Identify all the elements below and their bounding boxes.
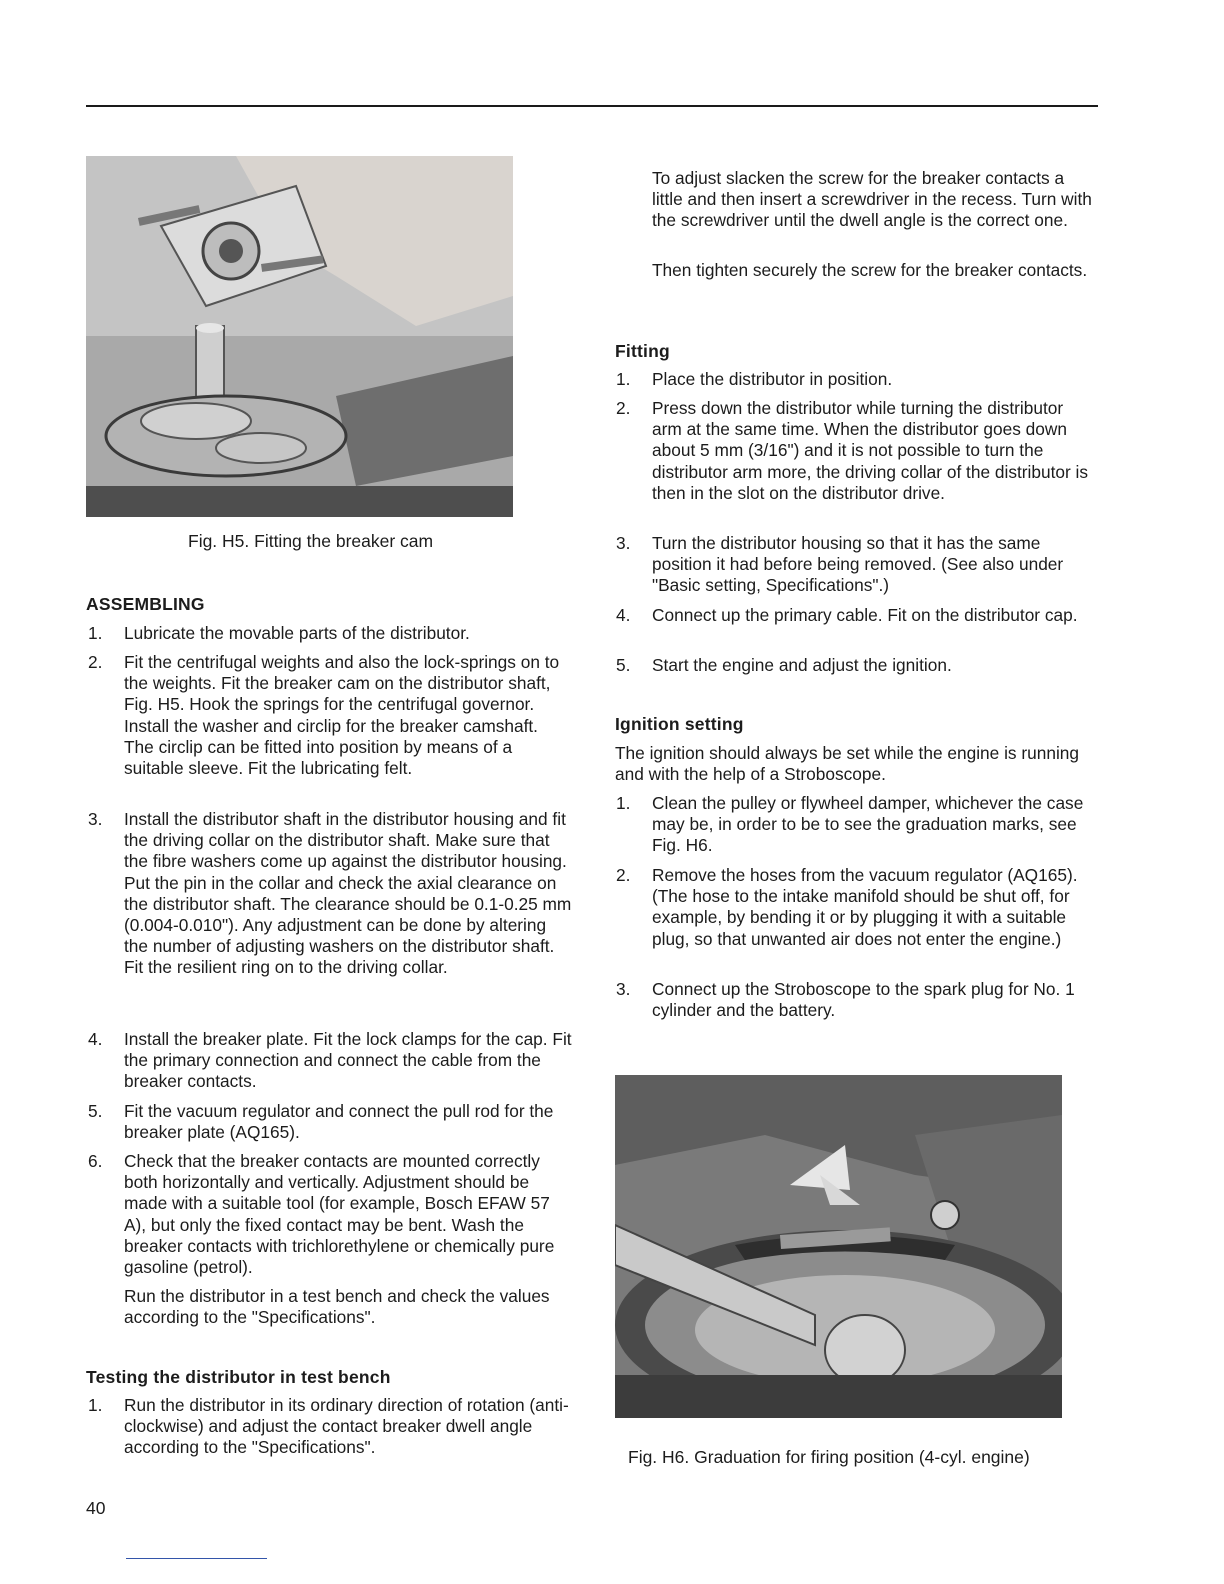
- item-number: 5.: [616, 655, 631, 675]
- item-text: Start the engine and adjust the ignition.: [652, 655, 952, 675]
- item-number: 5.: [88, 1101, 103, 1121]
- tighten-paragraph: Then tighten securely the screw for the breaker contacts.: [652, 260, 1088, 280]
- item-text: Run the distributor in its ordinary direction of rotation (anti-clockwise) and adjust the contact breaker dwell angle according to the "Specifications".: [124, 1395, 569, 1458]
- item-text: Press down the distributor while turning the distributor arm at the same time. When the distributor goes down about 5 mm (3/16") and it is not possible to turn the distributor arm more, the driving collar of the distributor is then in the slot on the distributor drive.: [652, 398, 1089, 503]
- item-text: Lubricate the movable parts of the distributor.: [124, 623, 470, 643]
- item-number: 4.: [88, 1029, 103, 1049]
- ignition-heading: Ignition setting: [615, 714, 744, 734]
- item-number: 1.: [88, 623, 103, 643]
- page-number: 40: [86, 1498, 106, 1518]
- item-number: 2.: [88, 652, 103, 672]
- item-number: 3.: [616, 533, 631, 553]
- item-number: 1.: [88, 1395, 103, 1415]
- item-text: Connect up the Stroboscope to the spark plug for No. 1 cylinder and the battery.: [652, 979, 1075, 1021]
- item-text: Install the distributor shaft in the distributor housing and fit the driving collar on the distributor shaft. Make sure that the fibre washers come up against the distributor housing. Put the pin in the collar and check the axial clearance on the distributor shaft. The clearance should be 0.1-0.25 mm (0.004-0.010"). Any adjustment can be done by altering the number of adjusting washers on the distributor shaft. Fit the resilient ring on to the driving collar.: [124, 809, 572, 978]
- item-number: 2.: [616, 865, 631, 885]
- figure-h5-caption: Fig. H5. Fitting the breaker cam: [188, 531, 434, 551]
- figure-h5-photo: [86, 156, 513, 517]
- item-number: 1.: [616, 369, 631, 389]
- item-text: Fit the vacuum regulator and connect the pull rod for the breaker plate (AQ165).: [124, 1101, 554, 1143]
- top-rule: [86, 105, 1098, 107]
- fitting-heading: Fitting: [615, 341, 670, 361]
- item-text: Install the breaker plate. Fit the lock clamps for the cap. Fit the primary connection and connect the cable from the breaker contacts.: [124, 1029, 572, 1092]
- figure-h6-caption: Fig. H6. Graduation for firing position (4-cyl. engine): [628, 1447, 1030, 1467]
- run-test-bench-paragraph: Run the distributor in a test bench and check the values according to the "Specifications".: [124, 1286, 550, 1328]
- item-number: 3.: [616, 979, 631, 999]
- item-text: Clean the pulley or flywheel damper, whichever the case may be, in order to be to see the graduation marks, see Fig. H6.: [652, 793, 1084, 856]
- figure-h6-photo: [615, 1075, 1062, 1418]
- item-number: 1.: [616, 793, 631, 813]
- item-text: Fit the centrifugal weights and also the lock-springs on to the weights. Fit the breaker cam on the distributor shaft, Fig. H5. Hook the springs for the centrifugal governor. Install the washer and circlip for the breaker camshaft. The circlip can be fitted into position by means of a suitable sleeve. Fit the lubricating felt.: [124, 652, 560, 779]
- item-number: 6.: [88, 1151, 103, 1171]
- item-number: 3.: [88, 809, 103, 829]
- item-text: Connect up the primary cable. Fit on the distributor cap.: [652, 605, 1078, 625]
- footer-link-line: [126, 1558, 267, 1559]
- ignition-paragraph: The ignition should always be set while the engine is running and with the help of a Stroboscope.: [615, 743, 1080, 785]
- testing-heading: Testing the distributor in test bench: [86, 1367, 391, 1387]
- assembling-heading: ASSEMBLING: [86, 594, 205, 614]
- item-text: Place the distributor in position.: [652, 369, 893, 389]
- item-text: Remove the hoses from the vacuum regulator (AQ165). (The hose to the intake manifold should be shut off, for example, by bending it or by plugging it with a suitable plug, so that unwanted air does not enter the engine.): [652, 865, 1078, 949]
- item-text: Turn the distributor housing so that it has the same position it had before being removed. (See also under "Basic setting, Specifications".): [652, 533, 1064, 596]
- item-text: Check that the breaker contacts are mounted correctly both horizontally and vertically. Adjustment should be made with a suitable tool (for example, Bosch EFAW 57 A), but only the fixed contact may be bent. Wash the breaker contacts with trichlorethylene or chemically pure gasoline (petrol).: [124, 1151, 555, 1278]
- adjust-paragraph: To adjust slacken the screw for the breaker contacts a little and then insert a screwdriver in the recess. Turn with the screwdriver until the dwell angle is the correct one.: [652, 168, 1092, 231]
- item-number: 4.: [616, 605, 631, 625]
- item-number: 2.: [616, 398, 631, 418]
